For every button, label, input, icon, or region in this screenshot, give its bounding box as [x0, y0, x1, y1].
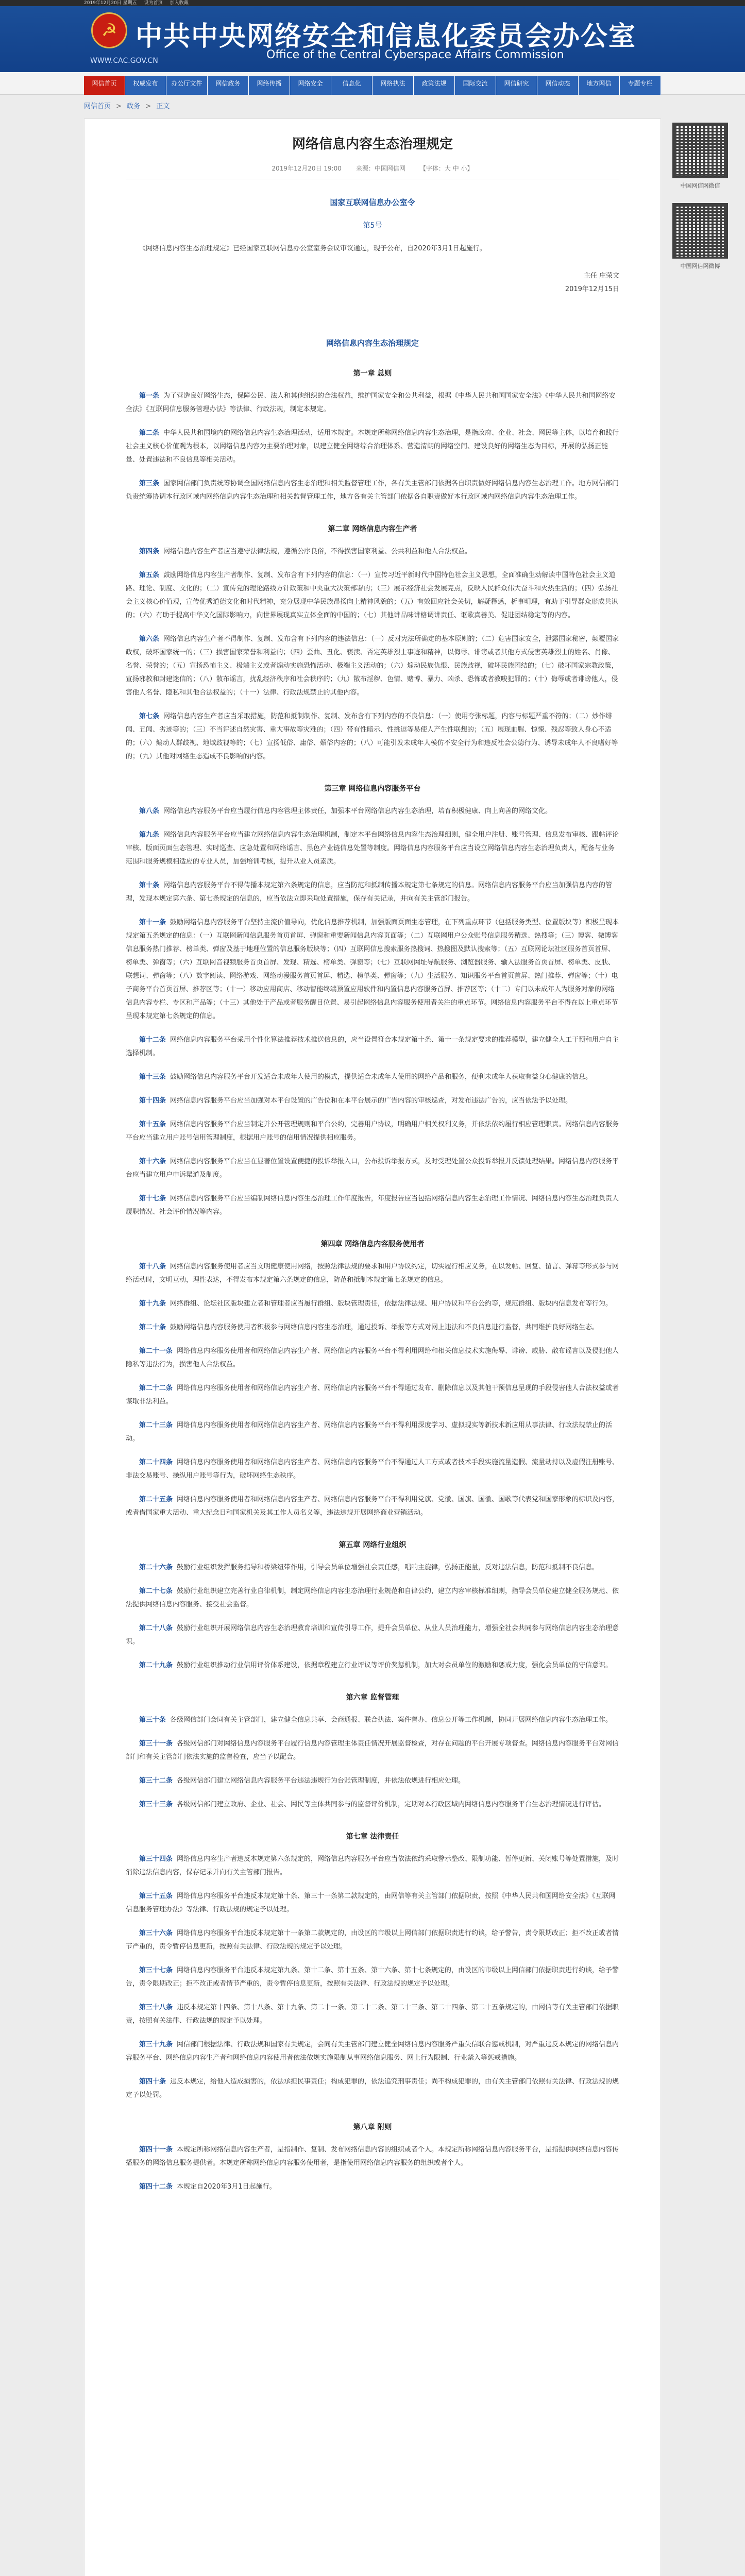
article-paragraph	[126, 1774, 619, 1788]
article-text: 各级网信部门建立政府、企业、社会、网民等主体共同参与的监督评价机制，定期对本行政区域内网络信息内容服务平台生态治理情况进行评估。	[177, 1801, 606, 1808]
article-number: 第二十四条	[139, 1459, 173, 1466]
article-paragraph	[126, 1456, 619, 1483]
nav-item[interactable]: 专题专栏	[620, 76, 661, 95]
article-number: 第三十六条	[139, 1929, 173, 1937]
article-paragraph	[126, 828, 619, 869]
nav-item[interactable]: 政策法规	[414, 76, 455, 95]
article-text: 网络信息内容服务平台应当加强对本平台设置的广告位和在本平台展示的广告内容的审核巡查，对发布违法广告的，应当依法予以处理。	[170, 1097, 572, 1105]
article-text: 鼓励行业组织建立完善行业自律机制，制定网络信息内容生态治理行业规范和自律公约，建立内容审核标准细则，指导会员单位建立健全服务规范、依法提供网络信息内容服务、接受社会监督。	[126, 1587, 619, 1608]
qr-code-icon	[672, 123, 728, 178]
decree-text: 《网络信息内容生态治理规定》已经国家互联网信息办公室室务会议审议通过，现予公布，自2020年3月1日起施行。	[139, 245, 486, 252]
article-number: 第十七条	[139, 1195, 166, 1202]
article-paragraph	[126, 1927, 619, 1954]
article-number: 第六条	[139, 635, 160, 643]
nav-item[interactable]: 网信政务	[208, 76, 249, 95]
article-number: 第二十二条	[139, 1384, 173, 1392]
article-text: 为了营造良好网络生态，保障公民、法人和其他组织的合法权益，维护国家安全和公共利益，根据《中华人民共和国国家安全法》《中华人民共和国网络安全法》《互联网信息服务管理办法》等法律、行政法规，制定本规定。	[126, 392, 616, 413]
article-number: 第二十七条	[139, 1587, 173, 1595]
nav-item[interactable]: 信息化	[331, 76, 372, 95]
article-text: 网络信息内容服务使用者和网络信息内容生产者、网络信息内容服务平台不得利用网络和相关信息技术实施侮辱、诽谤、威胁、散布谣言以及侵犯他人隐私等违法行为，损害他人合法权益。	[126, 1347, 619, 1368]
chapter-title: 第二章 网络信息内容生产者	[328, 525, 417, 533]
article-text: 各级网信部门对网络信息内容服务平台履行信息内容管理主体责任情况开展监督检查，对存在问题的平台开展专项督查。网络信息内容服务平台对网信部门和有关主管部门依法实施的监督检查，应当予以配合。	[126, 1740, 619, 1761]
article-paragraph	[126, 477, 619, 504]
article-text: 网络信息内容生产者应当遵守法律法规，遵循公序良俗，不得损害国家利益、公共利益和他人合法权益。	[163, 548, 472, 555]
article-number: 第四十二条	[139, 2183, 173, 2191]
article-paragraph	[126, 545, 619, 558]
article-number: 第十二条	[139, 1036, 166, 1044]
article-text: 网络信息内容服务使用者应当文明健康使用网络，按照法律法规的要求和用户协议约定，切实履行相应义务，在以发帖、回复、留言、弹幕等形式参与网络活动时，文明互动，理性表达，不得发布本规定第六条规定的信息，防范和抵制本规定第七条规定的信息。	[126, 1263, 619, 1284]
qr-label: 中国网信网微信	[680, 182, 720, 189]
article-text: 鼓励网络信息内容服务平台开发适合未成年人使用的模式，提供适合未成年人使用的网络产品和服务，便利未成年人获取有益身心健康的信息。	[170, 1073, 592, 1081]
article-text: 网络信息内容服务平台采用个性化算法推荐技术推送信息的，应当设置符合本规定第十条、第十一条规定要求的推荐模型，建立健全人工干预和用户自主选择机制。	[126, 1036, 619, 1057]
article-number: 第二十一条	[139, 1347, 173, 1355]
article-text: 网络信息内容服务使用者和网络信息内容生产者、网络信息内容服务平台不得利用深度学习、虚拟现实等新技术新应用从事法律、行政法规禁止的活动。	[126, 1421, 613, 1443]
article-text: 鼓励网络信息内容生产者制作、复制、发布含有下列内容的信息：（一）宣传习近平新时代中国特色社会主义思想，全面准确生动解读中国特色社会主义道路、理论、制度、文化的；（二）宣传党的理论路线方针政策和中央重大决策部署的；（三）展示经济社会发展亮点，反映人民群众伟大奋斗和火热生活的；（四）弘扬社会主义核心价值观，宣传优秀道德文化和时代精神，充分展现中华民族昂扬向上精神风貌的；（五）有效回应社会关切，解疑释惑，析事明理，有助于引导群众形成共识的；（六）有助于提高中华文化国际影响力，向世界展现真实立体全面的中国的；（七）其他讲品味讲格调讲责任、讴歌真善美、促进团结稳定等的内容。	[126, 571, 618, 619]
article-number: 第十条	[139, 882, 160, 889]
article-text: 鼓励行业组织开展网络信息内容生态治理教育培训和宣传引导工作，提升会员单位、从业人员治理能力，增强全社会共同参与网络信息内容生态治理意识。	[126, 1624, 619, 1646]
article-text: 网络信息内容服务平台应当履行信息内容管理主体责任，加强本平台网络信息内容生态治理，培育积极健康、向上向善的网络文化。	[163, 807, 552, 815]
article-paragraph	[126, 1714, 619, 1727]
article-number: 第三十五条	[139, 1892, 173, 1900]
article-paragraph	[126, 389, 619, 416]
nav-item[interactable]: 网信首页	[84, 76, 125, 95]
add-favorite-link[interactable]: 加入收藏	[170, 1, 189, 6]
regulation-title: 网络信息内容生态治理规定	[326, 338, 419, 348]
qr-panel	[668, 123, 732, 283]
site-subtitle: Office of the Central Cyberspace Affairs Commission	[266, 48, 564, 61]
chapter-title: 第八章 附则	[353, 2123, 392, 2131]
nav-item[interactable]: 网络传播	[249, 76, 290, 95]
article-paragraph	[126, 1033, 619, 1060]
article-number: 第十六条	[139, 1158, 166, 1165]
article-number: 第三条	[139, 480, 160, 487]
article-text: 各级网信部门会同有关主管部门，建立健全信息共享、会商通报、联合执法、案件督办、信息公开等工作机制，协同开展网络信息内容生态治理工作。	[170, 1716, 613, 1724]
nav-item[interactable]: 网络安全	[290, 76, 331, 95]
article-number: 第二条	[139, 429, 160, 437]
set-homepage-link[interactable]: 设为首页	[144, 1, 163, 6]
nav-item[interactable]: 办公厅文件	[166, 76, 208, 95]
main-nav	[0, 72, 745, 95]
article-paragraph	[126, 1622, 619, 1649]
article-paragraph	[126, 879, 619, 906]
article-paragraph	[126, 710, 619, 764]
article-number: 第四十一条	[139, 2146, 173, 2154]
article-paragraph	[126, 1071, 619, 1084]
article-number: 第十四条	[139, 1097, 166, 1105]
article-number: 第二十八条	[139, 1624, 173, 1632]
article-text: 国家网信部门负责统筹协调全国网络信息内容生态治理和相关监督管理工作，各有关主管部门依据各自职责做好网络信息内容生态治理工作。地方网信部门负责统筹协调本行政区域内网络信息内容生态治理和相关监督管理工作，地方各有关主管部门依据各自职责做好本行政区域内网络信息内容生态治理工作。	[126, 480, 619, 501]
article-text: 本规定所称网络信息内容生产者，是指制作、复制、发布网络信息内容的组织或者个人。本规定所称网络信息内容服务平台，是指提供网络信息内容传播服务的网络信息服务提供者。本规定所称网络信息内容服务使用者，是指使用网络信息内容服务的组织或者个人。	[126, 2146, 619, 2167]
article-text: 鼓励网络信息内容服务平台坚持主流价值导向，优化信息推荐机制，加强版面页面生态管理，在下列重点环节（包括服务类型、位置版块等）积极呈现本规定第五条规定的信息：（一）互联网新闻信息服务首页首屏、弹窗和重要新闻信息内容页面等；（二）互联网用户公众账号信息服务精选、热搜等；（三）博客、微博客信息服务热门推荐、榜单类、弹窗及基于地理位置的信息服务版块等；（四）互联网信息搜索服务热搜词、热搜图及默认搜索等；（五）互联网论坛社区服务首页首屏、榜单类、弹窗等；（六）互联网音视频服务首页首屏、发现、精选、榜单类、弹窗等；（七）互联网网址导航服务、浏览器服务、输入法服务首页首屏、榜单类、皮肤、联想词、弹窗等；（八）数字阅读、网络游戏、网络动漫服务首页首屏、精选、榜单类、弹窗等；（九）生活服务、知识服务平台首页首屏、热门推荐、弹窗等；（十）电子商务平台首页首屏、推荐区等；（十一）移动应用商店、移动智能终端预置应用软件和内置信息内容服务首屏、推荐区等；（十二）专门以未成年人为服务对象的网络信息内容专栏、专区和产品等；（十三）其他处于产品或者服务醒目位置、易引起网络信息内容服务使用者关注的重点环节。网络信息内容服务平台不得在以上重点环节呈现本规定第七条规定的信息。	[126, 919, 619, 1020]
breadcrumb-section[interactable]: 政务	[127, 103, 141, 110]
article-paragraph	[126, 633, 619, 700]
article-text: 网络信息内容服务使用者和网络信息内容生产者、网络信息内容服务平台不得通过人工方式或者技术手段实施流量造假、流量劫持以及虚假注册账号、非法交易账号、操纵用户账号等行为，破坏网络生态秩序。	[126, 1459, 619, 1480]
article-text: 网络信息内容服务平台违反本规定第十条、第三十一条第二款规定的，由网信等有关主管部门依据职责，按照《中华人民共和国网络安全法》《互联网信息服务管理办法》等法律、行政法规的规定予以处理。	[126, 1892, 616, 1913]
article-number: 第九条	[139, 831, 160, 839]
article-paragraph	[126, 916, 619, 1023]
article-text: 网络群组、论坛社区版块建立者和管理者应当履行群组、版块管理责任，依据法律法规、用户协议和平台公约等，规范群组、版块内信息发布等行为。	[170, 1300, 613, 1308]
article-paragraph	[126, 1297, 619, 1311]
article-paragraph	[126, 1964, 619, 1991]
article-paragraph	[126, 2075, 619, 2102]
regulation-body	[84, 368, 661, 2194]
party-emblem-icon: ☭	[91, 12, 127, 48]
nav-item[interactable]: 地方网信	[579, 76, 620, 95]
chapter-title: 第四章 网络信息内容服务使用者	[320, 1240, 425, 1248]
qr-label: 中国网信网微博	[680, 263, 720, 269]
article-paragraph	[126, 1585, 619, 1612]
article-number: 第三十四条	[139, 1855, 173, 1863]
article-text: 网络信息内容服务平台应当建立网络信息内容生态治理机制，制定本平台网络信息内容生态治理细则，健全用户注册、账号管理、信息发布审核、跟帖评论审核、版面页面生态管理、实时巡查、应急处置和网络谣言、黑色产业链信息处置等制度。网络信息内容服务平台应当设立网络信息内容生态治理负责人，配备与业务范围和服务规模相适应的专业人员，加强培训考核，提升从业人员素质。	[126, 831, 619, 866]
article-paragraph	[126, 2038, 619, 2065]
site-title[interactable]: 中共中央网络安全和信息化委员会办公室	[136, 21, 637, 52]
article-number: 第三十三条	[139, 1801, 173, 1808]
breadcrumb	[84, 99, 661, 114]
top-utility-bar	[0, 0, 745, 6]
article-number: 第十九条	[139, 1300, 166, 1308]
article-text: 网络信息内容生产者不得制作、复制、发布含有下列内容的违法信息：（一）反对宪法所确定的基本原则的；（二）危害国家安全，泄露国家秘密，颠覆国家政权，破坏国家统一的；（三）损害国家荣誉和利益的；（四）歪曲、丑化、亵渎、否定英雄烈士事迹和精神，以侮辱、诽谤或者其他方式侵害英雄烈士的姓名、肖像、名誉、荣誉的；（五）宣扬恐怖主义、极端主义或者煽动实施恐怖活动、极端主义活动的；（六）煽动民族仇恨、民族歧视，破坏民族团结的；（七）破坏国家宗教政策，宣扬邪教和封建迷信的；（八）散布谣言，扰乱经济秩序和社会秩序的；（九）散布淫秽、色情、赌博、暴力、凶杀、恐怖或者教唆犯罪的；（十）侮辱或者诽谤他人，侵害他人名誉、隐私和其他合法权益的；（十一）法律、行政法规禁止的其他内容。	[126, 635, 619, 697]
qr-weibo[interactable]	[668, 203, 732, 270]
article-text: 鼓励网络信息内容服务使用者积极参与网络信息内容生态治理，通过投诉、举报等方式对网上违法和不良信息进行监督，共同维护良好网络生态。	[170, 1324, 599, 1331]
font-size-switcher[interactable]: 【字体：大 中 小】	[419, 165, 473, 172]
article-text: 网络信息内容服务使用者和网络信息内容生产者、网络信息内容服务平台不得利用党旗、党徽、国旗、国徽、国歌等代表党和国家形象的标识及内容，或者借国家重大活动、重大纪念日和国家机关及其工作人员名义等，违法违规开展网络商业营销活动。	[126, 1496, 619, 1517]
article-number: 第三十九条	[139, 2041, 173, 2048]
article-text: 网络信息内容服务平台违反本规定第九条、第十二条、第十五条、第十六条、第十七条规定的，由设区的市级以上网信部门依据职责进行约谈，给予警告，责令限期改正；拒不改正或者情节严重的，责令暂停信息更新，按照有关法律、行政法规的规定予以处理。	[126, 1967, 619, 1988]
chapter-title: 第一章 总则	[353, 369, 392, 378]
signature-block	[126, 269, 619, 296]
qr-code-icon	[672, 203, 728, 259]
article-number: 第三十一条	[139, 1740, 173, 1748]
article-paragraph	[126, 1659, 619, 1672]
article-text: 违反本规定第十四条、第十八条、第十九条、第二十一条、第二十二条、第二十三条、第二十四条、第二十五条规定的，由网信等有关主管部门依据职责，按照有关法律、行政法规的规定予以处理。	[126, 2004, 619, 2025]
article-date: 2019年12月20日 19:00	[272, 165, 342, 172]
article-text: 网络信息内容服务平台应当在显著位置设置便捷的投诉举报入口，公布投诉举报方式，及时受理处置公众投诉举报并反馈处理结果。网络信息内容服务平台应当建立用户申诉渠道及制度。	[126, 1158, 619, 1179]
article-meta	[126, 164, 619, 179]
article-number: 第一条	[139, 392, 160, 400]
breadcrumb-home[interactable]: 网信首页	[84, 103, 111, 110]
article-text: 网络信息内容服务平台应当编制网络信息内容生态治理工作年度报告，年度报告应当包括网络信息内容生态治理工作情况、网络信息内容生态治理负责人履职情况、社会评价情况等内容。	[126, 1195, 619, 1216]
article-paragraph	[126, 569, 619, 622]
article-text: 网络信息内容服务平台违反本规定第十一条第二款规定的，由设区的市级以上网信部门依据职责进行约谈，给予警告，责令限期改正；拒不改正或者情节严重的，责令暂停信息更新，按照有关法律、行政法规的规定予以处理。	[126, 1929, 619, 1951]
article-paragraph	[126, 1853, 619, 1879]
sign-date: 2019年12月15日	[565, 285, 619, 293]
article-text: 网络信息内容服务平台不得传播本规定第六条规定的信息，应当防范和抵制传播本规定第七条规定的信息。网络信息内容服务平台应当加强信息内容的管理，发现本规定第六条、第七条规定的信息的，应当依法立即采取处置措施，保存有关记录，并向有关主管部门报告。	[126, 882, 613, 903]
article-text: 网络信息内容生产者应当采取措施，防范和抵制制作、复制、发布含有下列内容的不良信息：（一）使用夸张标题，内容与标题严重不符的；（二）炒作绯闻、丑闻、劣迹等的；（三）不当评述自然灾害、重大事故等灾难的；（四）带有性暗示、性挑逗等易使人产生性联想的；（五）展现血腥、惊悚、残忍等致人身心不适的；（六）煽动人群歧视、地域歧视等的；（七）宣扬低俗、庸俗、媚俗内容的；（八）可能引发未成年人模仿不安全行为和违反社会公德行为、诱导未成年人不良嗜好等的；（九）其他对网络生态造成不良影响的内容。	[126, 713, 618, 760]
article-paragraph	[126, 2001, 619, 2028]
article-number: 第三十条	[139, 1716, 166, 1724]
breadcrumb-separator: >	[145, 103, 151, 110]
article-number: 第八条	[139, 807, 160, 815]
article-paragraph	[126, 1345, 619, 1371]
article-number: 第四条	[139, 548, 160, 555]
article-number: 第二十六条	[139, 1564, 173, 1571]
article-paragraph	[126, 1260, 619, 1287]
decree-title: 国家互联网信息办公室令	[330, 198, 415, 207]
site-header	[0, 6, 745, 72]
article-paragraph	[126, 1094, 619, 1108]
article-paragraph	[126, 1890, 619, 1917]
article-paragraph	[126, 805, 619, 818]
chapter-title: 第五章 网络行业组织	[338, 1541, 407, 1549]
article-number: 第十三条	[139, 1073, 166, 1081]
nav-item[interactable]: 网信动态	[537, 76, 579, 95]
qr-wechat[interactable]	[668, 123, 732, 190]
article-number: 第三十八条	[139, 2004, 173, 2011]
chapter-title: 第六章 监督管理	[346, 1693, 399, 1702]
article-number: 第三十七条	[139, 1967, 173, 1974]
article-text: 网络信息内容服务使用者和网络信息内容生产者、网络信息内容服务平台不得通过发布、删除信息以及其他干预信息呈现的手段侵害他人合法权益或者谋取非法利益。	[126, 1384, 619, 1405]
article-paragraph	[126, 1192, 619, 1219]
article-text: 鼓励行业组织推动行业信用评价体系建设，依据章程建立行业评议等评价奖惩机制，加大对会员单位的激励和惩戒力度，强化会员单位的守信意识。	[177, 1662, 613, 1669]
article-title: 网络信息内容生态治理规定	[292, 137, 453, 152]
decree-number: 第5号	[363, 222, 382, 230]
article-paragraph	[126, 2180, 619, 2194]
article-number: 第二十条	[139, 1324, 166, 1331]
article-number: 第三十二条	[139, 1777, 173, 1785]
article-text: 中华人民共和国境内的网络信息内容生态治理活动，适用本规定。本规定所称网络信息内容生态治理，是指政府、企业、社会、网民等主体，以培育和践行社会主义核心价值观为根本，以网络信息内容为主要治理对象，以建立健全网络综合治理体系、营造清朗的网络空间、建设良好的网络生态为目标，开展的弘扬正能量、处置违法和不良信息等相关活动。	[126, 429, 619, 464]
article-paragraph	[126, 1118, 619, 1145]
article-paragraph	[126, 1798, 619, 1811]
nav-item[interactable]: 国际交流	[455, 76, 496, 95]
article-text: 本规定自2020年3月1日起施行。	[177, 2183, 276, 2191]
article-number: 第二十三条	[139, 1421, 173, 1429]
article-text: 各级网信部门建立网络信息内容服务平台违法违规行为台账管理制度，并依法依规进行相应处理。	[177, 1777, 465, 1785]
article-text: 鼓励行业组织发挥服务指导和桥梁纽带作用，引导会员单位增强社会责任感，唱响主旋律，弘扬正能量，反对违法信息，防范和抵制不良信息。	[177, 1564, 599, 1571]
article-text: 网络信息内容生产者违反本规定第六条规定的，网络信息内容服务平台应当依法依约采取警示整改、限制功能、暂停更新、关闭账号等处置措施，及时消除违法信息内容，保存记录并向有关主管部门报告。	[126, 1855, 619, 1876]
article-container	[84, 118, 661, 2576]
breadcrumb-current: 正文	[156, 103, 170, 110]
article-text: 网络信息内容服务平台应当制定并公开管理规则和平台公约，完善用户协议，明确用户相关权利义务，并依法依约履行相应管理职责。网络信息内容服务平台应当建立用户账号信用管理制度，根据用户账号的信用情况提供相应服务。	[126, 1121, 619, 1142]
article-number: 第五条	[139, 571, 160, 579]
article-paragraph	[126, 1155, 619, 1182]
article-number: 第十一条	[139, 919, 166, 926]
nav-item[interactable]: 网络执法	[372, 76, 414, 95]
chapter-title: 第七章 法律责任	[346, 1833, 399, 1841]
topbar-date: 2019年12月20日 星期五	[84, 1, 137, 6]
article-source: 来源：中国网信网	[355, 165, 405, 172]
article-text: 违反本规定，给他人造成损害的，依法承担民事责任；构成犯罪的，依法追究刑事责任；尚不构成犯罪的，由有关主管部门依照有关法律、行政法规的规定予以处罚。	[126, 2078, 619, 2099]
article-number: 第二十九条	[139, 1662, 173, 1669]
article-paragraph	[126, 1382, 619, 1409]
breadcrumb-separator: >	[116, 103, 122, 110]
article-paragraph	[126, 1493, 619, 1520]
article-number: 第二十五条	[139, 1496, 173, 1503]
article-number: 第十五条	[139, 1121, 166, 1128]
article-paragraph	[126, 1737, 619, 1764]
nav-item[interactable]: 权威发布	[125, 76, 166, 95]
article-number: 第四十条	[139, 2078, 166, 2086]
article-paragraph	[126, 1419, 619, 1446]
article-paragraph	[126, 427, 619, 467]
article-number: 第十八条	[139, 1263, 166, 1270]
article-paragraph	[126, 2143, 619, 2170]
article-paragraph	[126, 1321, 619, 1334]
signatory: 主任 庄荣文	[583, 272, 619, 280]
site-url: WWW.CAC.GOV.CN	[90, 57, 158, 65]
nav-item[interactable]: 网信研究	[496, 76, 537, 95]
article-paragraph	[126, 1561, 619, 1574]
article-text: 网信部门根据法律、行政法规和国家有关规定，会同有关主管部门建立健全网络信息内容服务严重失信联合惩戒机制，对严重违反本规定的网络信息内容服务平台、网络信息内容生产者和网络信息内容使用者依法依规实施限制从事网络信息服务、网上行为限制、行业禁入等惩戒措施。	[126, 2041, 619, 2062]
chapter-title: 第三章 网络信息内容服务平台	[324, 785, 421, 793]
article-number: 第七条	[139, 713, 160, 720]
